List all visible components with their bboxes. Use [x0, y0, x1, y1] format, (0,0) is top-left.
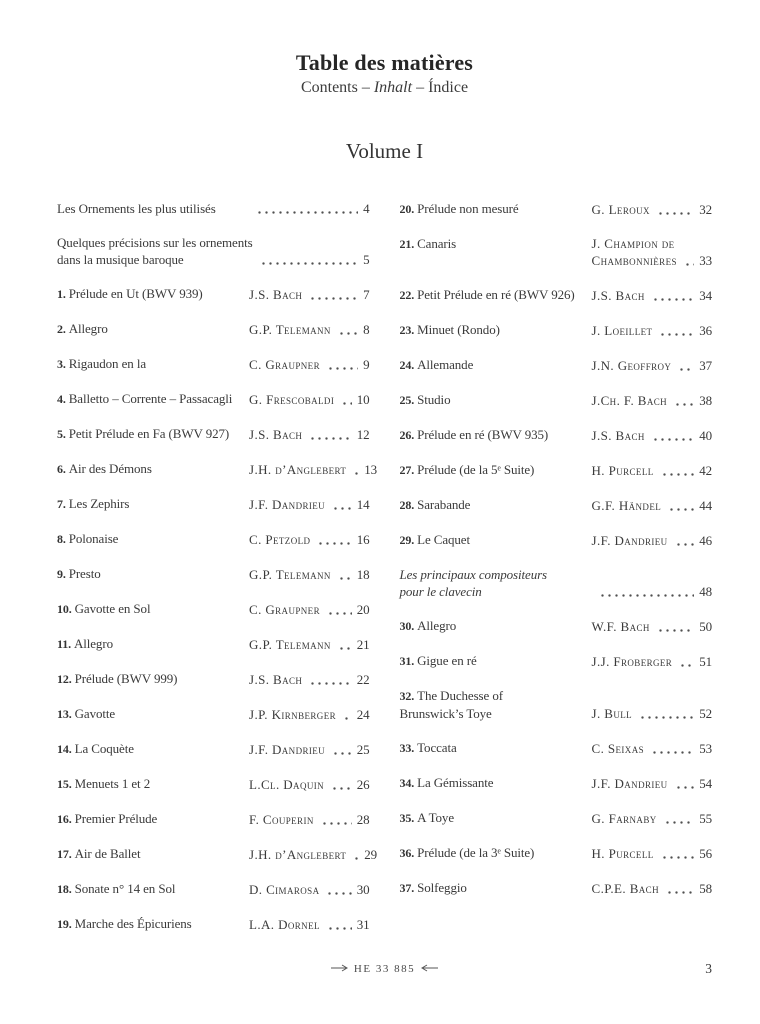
entry-composer: F. Couperin [249, 812, 314, 827]
entry-number: 37. [399, 881, 418, 895]
entry-number: 14. [57, 742, 75, 756]
entry-title: 28. Sarabande [399, 497, 471, 512]
entry-number: 13. [57, 707, 75, 721]
toc-columns [57, 200, 712, 950]
entry-number: 36. [399, 846, 418, 860]
entry-page: 37 [699, 358, 712, 373]
dot-leader [338, 332, 358, 335]
entry-number: 23. [399, 323, 418, 337]
entry-number: 10. [57, 602, 75, 616]
entry-composer: J.J. Froberger [591, 654, 673, 669]
entry-page: 55 [699, 811, 712, 826]
entry-number: 9. [57, 567, 69, 581]
entry-page: 44 [699, 498, 712, 513]
entry-number: 26. [399, 428, 418, 442]
entry-title: 16. Premier Prélude [57, 811, 158, 826]
entry-page: 7 [363, 287, 370, 302]
toc-entry [400, 739, 713, 757]
entry-number: 20. [399, 202, 418, 216]
entry-composer: H. Purcell [591, 463, 654, 478]
toc-entry [400, 774, 713, 792]
entry-page: 38 [699, 393, 712, 408]
entry-title: 24. Allemande [399, 357, 474, 372]
dot-leader [651, 751, 694, 754]
toc-entry [57, 775, 370, 793]
toc-entry [400, 286, 713, 304]
toc-entry [400, 566, 713, 600]
dot-leader [661, 473, 695, 476]
entry-composer: J. Loeillet [591, 323, 653, 338]
page-number: 3 [705, 961, 712, 976]
toc-entry [57, 915, 370, 933]
entry-composer: C. Petzold [249, 532, 311, 547]
entry-number: 27. [399, 463, 418, 477]
footer-ornament-right-icon [421, 964, 438, 972]
entry-title: 11. Allegro [57, 636, 113, 651]
entry-composer: J. Bull [591, 706, 633, 721]
toc-entry [57, 200, 370, 217]
page-title: Table des matières [295, 50, 474, 75]
entry-page: 8 [363, 322, 370, 337]
entry-composer: J.H. d’Anglebert [249, 462, 347, 477]
toc-entry [400, 496, 713, 514]
entry-number: 7. [57, 497, 69, 511]
entry-composer: G.P. Telemann [249, 567, 331, 582]
entry-number: 12. [57, 672, 75, 686]
dot-leader [652, 438, 694, 441]
toc-entry [57, 740, 370, 758]
entry-number: 33. [399, 741, 418, 755]
entry-page: 14 [356, 497, 370, 512]
entry-title: 7. Les Zephirs [57, 496, 130, 511]
toc-entry [400, 531, 713, 549]
entry-page: 51 [699, 654, 712, 669]
entry-title: Les Ornements les plus utilisés [57, 201, 216, 216]
toc-entry [57, 460, 378, 478]
dot-leader [341, 402, 351, 405]
dot-leader [661, 856, 695, 859]
entry-title: 20. Prélude non mesuré [399, 201, 519, 216]
entry-number: 31. [399, 654, 418, 668]
dot-leader [674, 403, 694, 406]
entry-title: 29. Le Caquet [399, 532, 470, 547]
entry-number: 34. [399, 776, 418, 790]
entry-page: 24 [356, 707, 370, 722]
toc-entry [400, 356, 713, 374]
toc-entry [57, 530, 370, 548]
entry-composer: J.H. d’Anglebert [249, 847, 347, 862]
entry-page: 28 [356, 812, 370, 827]
entry-number: 29. [399, 533, 418, 547]
entry-page: 25 [356, 742, 370, 757]
entry-title: 22. Petit Prélude en ré (BWV 926) [399, 287, 575, 302]
entry-title: 31. Gigue en ré [399, 653, 477, 668]
entry-title: 6. Air des Démons [57, 461, 152, 476]
entry-number: 4. [57, 392, 69, 406]
page-header [57, 50, 712, 163]
entry-composer: J.F. Dandrieu [591, 776, 668, 791]
entry-composer: C. Graupner [249, 602, 320, 617]
dot-leader [260, 262, 359, 265]
entry-page: 22 [356, 672, 370, 687]
dot-leader [684, 263, 694, 266]
dot-leader [353, 472, 359, 475]
entry-composer: J.S. Bach [249, 427, 303, 442]
entry-number: 32. [399, 689, 418, 703]
dot-leader [317, 542, 351, 545]
dot-leader [326, 892, 351, 895]
entry-title: Quelques précisions sur les ornements dans la musique baroque [57, 235, 253, 267]
dot-leader [657, 629, 694, 632]
entry-page: 48 [699, 584, 712, 599]
entry-page: 10 [356, 392, 370, 407]
plate-text: HE 33 885 [353, 963, 416, 975]
entry-page: 4 [363, 201, 370, 216]
entry-composer: J.S. Bach [591, 428, 645, 443]
entry-page: 34 [699, 288, 712, 303]
toc-entry [57, 635, 370, 653]
toc-entry [57, 845, 378, 863]
entry-composer: J.F. Dandrieu [591, 533, 668, 548]
entry-page: 31 [356, 917, 370, 932]
entry-number: 25. [399, 393, 418, 407]
entry-page: 52 [699, 706, 712, 721]
entry-number: 18. [57, 882, 75, 896]
subtitle-inhalt: Inhalt [373, 79, 413, 96]
entry-composer: D. Cimarosa [249, 882, 320, 897]
entry-number: 8. [57, 532, 69, 546]
entry-number: 19. [57, 917, 75, 931]
dot-leader [679, 664, 694, 667]
entry-title: 23. Minuet (Rondo) [399, 322, 500, 337]
entry-title: 35. A Toye [399, 810, 454, 825]
entry-title: 37. Solfeggio [399, 880, 467, 895]
dot-leader [659, 333, 694, 336]
entry-page: 46 [699, 533, 712, 548]
entry-page: 40 [699, 428, 712, 443]
entry-title: 18. Sonate n° 14 en Sol [57, 881, 176, 896]
entry-composer: G.F. Händel [591, 498, 662, 513]
entry-number: 16. [57, 812, 75, 826]
entry-page: 58 [699, 881, 712, 896]
entry-composer: H. Purcell [591, 846, 654, 861]
entry-composer: G. Farnaby [591, 811, 657, 826]
entry-title: 3. Rigaudon en la [57, 356, 147, 371]
subtitle-indice: – Índice [412, 79, 469, 96]
entry-composer: J.Ch. F. Bach [591, 393, 668, 408]
dot-leader [664, 821, 695, 824]
entry-title: 12. Prélude (BWV 999) [57, 671, 178, 686]
toc-entry [400, 879, 713, 897]
toc-entry [57, 565, 370, 583]
entry-number: 6. [57, 462, 69, 476]
entry-page: 5 [363, 252, 370, 267]
dot-leader [309, 682, 351, 685]
dot-leader [338, 647, 352, 650]
entry-number: 2. [57, 322, 69, 336]
entry-title: 15. Menuets 1 et 2 [57, 776, 151, 791]
dot-leader [675, 543, 695, 546]
toc-entry [57, 390, 370, 408]
dot-leader [331, 787, 352, 790]
toc-column-right [400, 200, 713, 950]
page-subtitle [57, 78, 712, 98]
entry-title: 25. Studio [399, 392, 451, 407]
entry-composer: L.Cl. Daquin [249, 777, 325, 792]
toc-entry [57, 495, 370, 513]
toc-entry [57, 285, 370, 303]
toc-entry [400, 844, 713, 862]
toc-entry [400, 809, 713, 827]
entry-title: 5. Petit Prélude en Fa (BWV 927) [57, 426, 230, 441]
entry-title: 1. Prélude en Ut (BWV 939) [57, 286, 203, 301]
toc-column-left [57, 200, 378, 950]
entry-page: 42 [699, 463, 712, 478]
entry-number: 15. [57, 777, 75, 791]
entry-title: 2. Allegro [57, 321, 108, 336]
entry-title: 27. Prélude (de la 5ᵉ Suite) [399, 462, 535, 477]
dot-leader [675, 786, 695, 789]
dot-leader [309, 437, 351, 440]
entry-title: 34. La Gémissante [399, 775, 494, 790]
dot-leader [599, 594, 695, 597]
entry-title: 4. Balletto – Corrente – Passacagli [57, 391, 233, 406]
entry-number: 5. [57, 427, 69, 441]
entry-number: 11. [57, 637, 74, 651]
entry-title: 9. Presto [57, 566, 101, 581]
entry-composer: J.N. Geoffroy [591, 358, 672, 373]
entry-page: 13 [364, 462, 378, 477]
entry-number: 3. [57, 357, 69, 371]
toc-entry [400, 426, 713, 444]
entry-title: Les principaux compositeurs pour le clavecin [399, 567, 548, 599]
dot-leader [327, 927, 352, 930]
entry-page: 16 [356, 532, 370, 547]
dot-leader [332, 752, 352, 755]
entry-composer: W.F. Bach [591, 619, 650, 634]
page-footer [57, 963, 712, 985]
entry-number: 21. [399, 237, 418, 251]
entry-page: 26 [356, 777, 370, 792]
footer-ornament-left-icon [331, 964, 348, 972]
dot-leader [353, 857, 359, 860]
entry-composer: Chambonnières [591, 253, 677, 268]
entry-title: 21. Canaris [399, 236, 457, 251]
toc-entry [57, 320, 370, 338]
dot-leader [657, 212, 694, 215]
dot-leader [321, 822, 352, 825]
entry-number: 28. [399, 498, 418, 512]
subtitle-contents: Contents – [300, 79, 374, 96]
entry-page: 32 [699, 202, 712, 217]
entry-number: 30. [399, 619, 418, 633]
entry-composer: C.P.E. Bach [591, 881, 659, 896]
entry-composer: L.A. Dornel [249, 917, 320, 932]
toc-entry [57, 880, 370, 898]
entry-composer: J.P. Kirnberger [249, 707, 336, 722]
entry-title: 17. Air de Ballet [57, 846, 141, 861]
toc-entry [57, 234, 370, 268]
toc-entry [400, 391, 713, 409]
dot-leader [327, 612, 352, 615]
entry-title: 10. Gavotte en Sol [57, 601, 151, 616]
entry-title: 36. Prélude (de la 3ᵉ Suite) [399, 845, 535, 860]
entry-title: 26. Prélude en ré (BWV 935) [399, 427, 549, 442]
toc-entry [400, 200, 713, 218]
toc-entry [57, 425, 370, 443]
entry-page: 29 [364, 847, 378, 862]
entry-composer: G. Leroux [591, 202, 650, 217]
toc-entry [400, 321, 713, 339]
entry-composer: C. Seixas [591, 741, 644, 756]
entry-page: 33 [699, 253, 712, 268]
entry-page: 56 [699, 846, 712, 861]
entry-title: 19. Marche des Épicuriens [57, 916, 192, 931]
entry-composer: J.S. Bach [249, 672, 303, 687]
toc-entry [400, 687, 713, 722]
entry-page: 53 [699, 741, 712, 756]
dot-leader [652, 298, 694, 301]
entry-title: 13. Gavotte [57, 706, 116, 721]
entry-number: 24. [399, 358, 418, 372]
dot-leader [327, 367, 358, 370]
entry-title: 32. The Duchesse of Brunswick’s Toye [399, 688, 503, 721]
dot-leader [256, 211, 358, 214]
entry-composer: J.S. Bach [249, 287, 303, 302]
entry-composer: G. Frescobaldi [249, 392, 335, 407]
entry-number: 17. [57, 847, 75, 861]
volume-title: Volume I [345, 139, 424, 163]
toc-entry [57, 600, 370, 618]
entry-page: 20 [356, 602, 370, 617]
entry-page: 18 [356, 567, 370, 582]
dot-leader [668, 508, 694, 511]
dot-leader [639, 716, 694, 719]
entry-number: 1. [57, 287, 69, 301]
entry-page: 9 [363, 357, 370, 372]
toc-entry [57, 355, 370, 373]
toc-entry [400, 235, 713, 269]
plate-number [57, 963, 712, 975]
dot-leader [343, 717, 352, 720]
entry-number: 22. [399, 288, 418, 302]
entry-page: 54 [699, 776, 712, 791]
entry-number: 35. [399, 811, 418, 825]
dot-leader [678, 368, 694, 371]
entry-composer: J.F. Dandrieu [249, 497, 326, 512]
entry-composer: G.P. Telemann [249, 637, 331, 652]
dot-leader [338, 577, 352, 580]
toc-entry [400, 652, 713, 670]
entry-composer: J.F. Dandrieu [249, 742, 326, 757]
toc-entry [400, 461, 713, 479]
entry-page: 50 [699, 619, 712, 634]
entry-title: 8. Polonaise [57, 531, 119, 546]
toc-entry [57, 810, 370, 828]
entry-composer: J.S. Bach [591, 288, 645, 303]
dot-leader [332, 507, 352, 510]
entry-page: 30 [356, 882, 370, 897]
entry-page: 36 [699, 323, 712, 338]
entry-composer: G.P. Telemann [249, 322, 331, 337]
toc-entry [57, 670, 370, 688]
toc-entry [400, 617, 713, 635]
toc-entry [57, 705, 370, 723]
entry-composer: J. Champion de [591, 236, 675, 251]
dot-leader [666, 891, 694, 894]
entry-composer: C. Graupner [249, 357, 320, 372]
entry-page: 12 [356, 427, 370, 442]
dot-leader [309, 297, 358, 300]
entry-title: 33. Toccata [399, 740, 457, 755]
entry-page: 21 [356, 637, 370, 652]
entry-title: 30. Allegro [399, 618, 457, 633]
entry-title: 14. La Coquète [57, 741, 134, 756]
